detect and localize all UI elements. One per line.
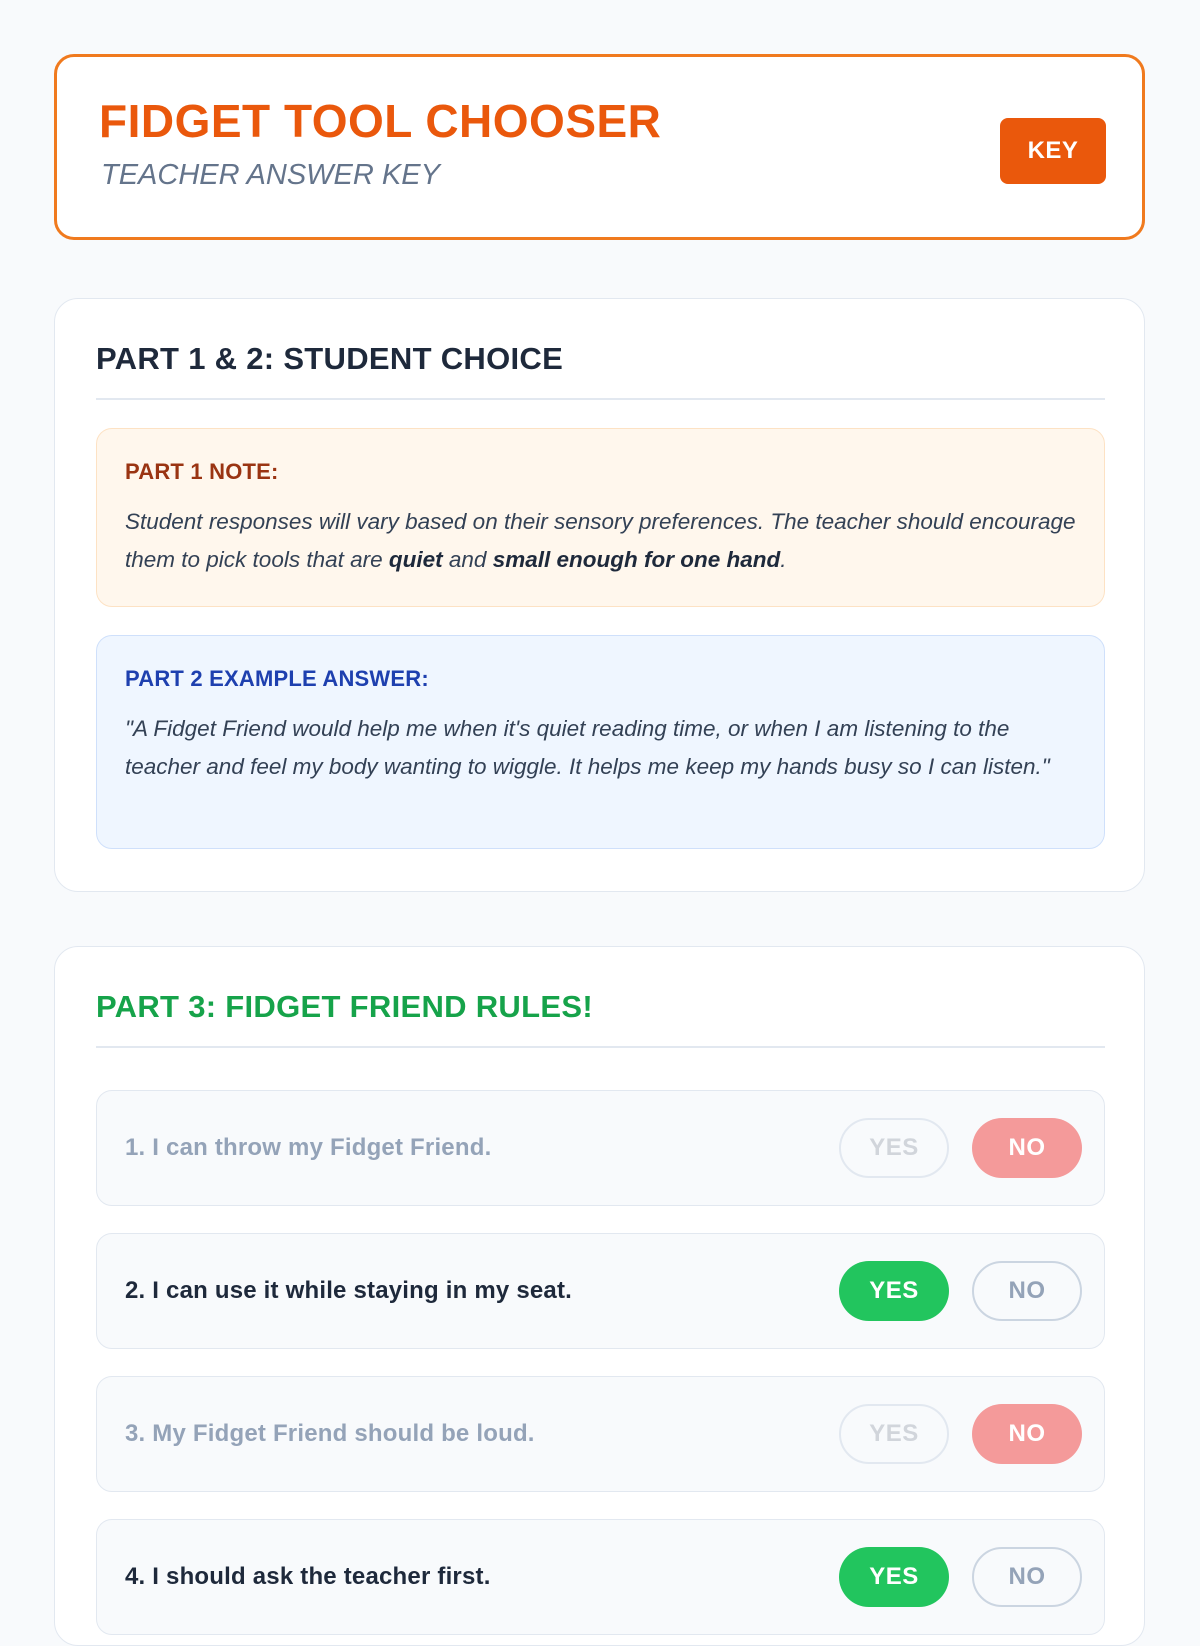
- section-divider: [96, 1046, 1105, 1048]
- part1-note-text-b: and: [442, 547, 493, 572]
- section-title-student-choice: PART 1 & 2: STUDENT CHOICE: [96, 341, 564, 376]
- header-card: [54, 54, 1145, 240]
- part1-note-text: [125, 503, 1076, 579]
- part1-note-label: PART 1 NOTE:: [125, 459, 279, 484]
- question-text: 4. I should ask the teacher first.: [125, 1562, 491, 1590]
- question-row-3: [96, 1376, 1105, 1492]
- part1-note-text-c: .: [780, 547, 787, 572]
- part1-note-bold-small: small enough for one hand: [492, 547, 781, 572]
- part1-note-bold-quiet: quiet: [388, 547, 443, 572]
- question-text: 2. I can use it while staying in my seat.: [125, 1276, 573, 1304]
- section-divider: [96, 398, 1105, 400]
- no-option-selected[interactable]: NO: [972, 1118, 1082, 1178]
- question-text: 3. My Fidget Friend should be loud.: [125, 1419, 535, 1447]
- part2-example-box: [96, 635, 1105, 849]
- part1-note-box: [96, 428, 1105, 607]
- part2-example-label: PART 2 EXAMPLE ANSWER:: [125, 666, 429, 691]
- no-option-selected[interactable]: NO: [972, 1404, 1082, 1464]
- fidget-rules-card: [54, 946, 1145, 1646]
- no-option[interactable]: NO: [972, 1261, 1082, 1321]
- yes-option[interactable]: YES: [839, 1118, 949, 1178]
- question-row-2: [96, 1233, 1105, 1349]
- part2-example-text: "A Fidget Friend would help me when it's quiet reading time, or when I am listening to the teacher and feel my body wanting to wiggle. It helps me keep my hands busy so I can listen.": [125, 716, 1050, 779]
- part1-note-text-a: Student responses will vary based on their sensory preferences. The teacher should encourage them to pick tools that are: [125, 509, 1076, 572]
- no-option[interactable]: NO: [972, 1547, 1082, 1607]
- key-badge: KEY: [1000, 118, 1106, 184]
- student-choice-card: [54, 298, 1145, 892]
- page-title: FIDGET TOOL CHOOSER: [99, 95, 662, 147]
- section-title-fidget-rules: PART 3: FIDGET FRIEND RULES!: [96, 989, 593, 1024]
- question-text: 1. I can throw my Fidget Friend.: [125, 1133, 492, 1161]
- yes-option-selected[interactable]: YES: [839, 1547, 949, 1607]
- yes-option-selected[interactable]: YES: [839, 1261, 949, 1321]
- page-subtitle: TEACHER ANSWER KEY: [101, 159, 440, 191]
- question-row-4: [96, 1519, 1105, 1635]
- question-row-1: [96, 1090, 1105, 1206]
- yes-option[interactable]: YES: [839, 1404, 949, 1464]
